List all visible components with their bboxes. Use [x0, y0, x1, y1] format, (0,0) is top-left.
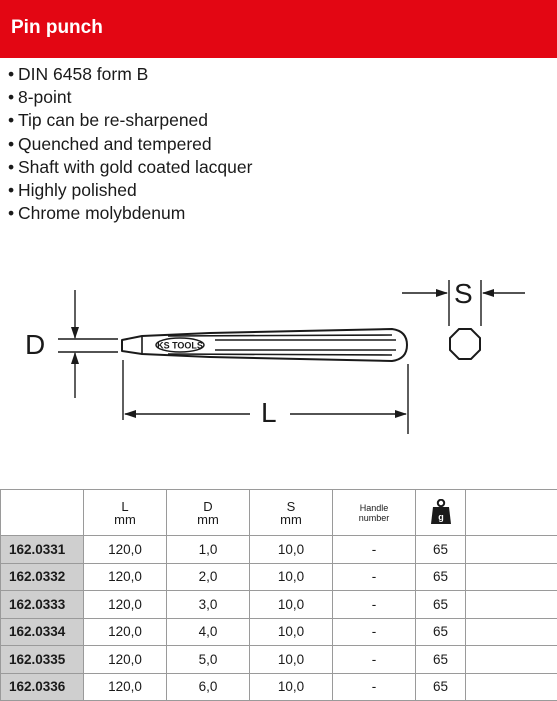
cell-weight: 65 [416, 563, 466, 591]
cell-l: 120,0 [84, 591, 167, 619]
cell-d: 3,0 [167, 591, 250, 619]
cell-d: 5,0 [167, 646, 250, 674]
cell-s: 10,0 [250, 673, 333, 701]
feature-text: Tip can be re-sharpened [18, 110, 209, 131]
article-number: 162.0331 [1, 536, 84, 564]
header-s-unit: mm [280, 511, 302, 527]
header-weight [416, 490, 466, 536]
cell-handle: - [333, 618, 416, 646]
cell-d: 2,0 [167, 563, 250, 591]
header-article [1, 490, 84, 536]
brand-logo [156, 338, 204, 352]
feature-text: Chrome molybdenum [18, 203, 186, 224]
header-blank [466, 490, 557, 536]
cell-blank [466, 536, 557, 564]
brand-text: KS TOOLS [157, 340, 203, 351]
cell-l: 120,0 [84, 563, 167, 591]
header-s [250, 490, 333, 536]
feature-text: Highly polished [18, 180, 137, 201]
cell-l: 120,0 [84, 646, 167, 674]
weight-icon [429, 499, 453, 525]
header-l-unit: mm [114, 511, 136, 527]
cell-l: 120,0 [84, 618, 167, 646]
feature-item [8, 109, 252, 132]
bullet: • [8, 87, 15, 108]
feature-item [8, 133, 252, 156]
header-l [84, 490, 167, 536]
cell-d: 4,0 [167, 618, 250, 646]
article-number: 162.0334 [1, 618, 84, 646]
table-header-row [1, 490, 557, 536]
cell-handle: - [333, 536, 416, 564]
feature-text: Shaft with gold coated lacquer [18, 156, 253, 177]
feature-item [8, 86, 252, 109]
cell-blank [466, 591, 557, 619]
article-number: 162.0333 [1, 591, 84, 619]
article-number: 162.0335 [1, 646, 84, 674]
header-handle-line2: number [358, 512, 390, 523]
d-dimension [58, 290, 118, 398]
table-row [1, 618, 557, 646]
page-title: Pin punch [11, 17, 103, 38]
bullet: • [8, 64, 15, 84]
header-d-symbol: D [203, 498, 213, 514]
cell-blank [466, 646, 557, 674]
cell-weight: 65 [416, 618, 466, 646]
feature-text: 8-point [18, 87, 72, 108]
feature-list [8, 63, 252, 225]
bullet: • [8, 180, 15, 201]
cell-s: 10,0 [250, 646, 333, 674]
cell-s: 10,0 [250, 618, 333, 646]
cell-blank [466, 673, 557, 701]
table-row [1, 591, 557, 619]
cell-d: 6,0 [167, 673, 250, 701]
header-handle [333, 490, 416, 536]
cell-handle: - [333, 563, 416, 591]
bullet: • [8, 110, 15, 131]
table-row [1, 673, 557, 701]
feature-item [8, 179, 252, 202]
table-row [1, 563, 557, 591]
feature-item [8, 202, 252, 225]
cell-weight: 65 [416, 646, 466, 674]
cell-blank [466, 563, 557, 591]
feature-item [8, 63, 252, 86]
table-row [1, 536, 557, 564]
header-l-symbol: L [121, 498, 129, 514]
cell-s: 10,0 [250, 563, 333, 591]
table-row [1, 646, 557, 674]
weight-icon-letter: g [437, 511, 444, 522]
cell-blank [466, 618, 557, 646]
bullet: • [8, 156, 15, 177]
cell-s: 10,0 [250, 591, 333, 619]
header-handle-line1: Handle [359, 502, 389, 513]
cell-handle: - [333, 673, 416, 701]
cell-weight: 65 [416, 536, 466, 564]
cell-weight: 65 [416, 591, 466, 619]
cell-d: 1,0 [167, 536, 250, 564]
dimension-l-label: L [261, 397, 277, 428]
feature-text: DIN 6458 form B [18, 64, 149, 84]
technical-drawing [0, 268, 557, 448]
octagon-profile [450, 329, 480, 359]
header-d-unit: mm [197, 511, 219, 527]
cell-handle: - [333, 591, 416, 619]
cell-handle: - [333, 646, 416, 674]
article-number: 162.0332 [1, 563, 84, 591]
cell-l: 120,0 [84, 536, 167, 564]
bullet: • [8, 133, 15, 154]
header-bar [0, 0, 557, 58]
feature-item [8, 156, 252, 179]
cell-weight: 65 [416, 673, 466, 701]
header-d [167, 490, 250, 536]
dimension-d-label: D [25, 329, 46, 360]
article-number: 162.0336 [1, 673, 84, 701]
cell-s: 10,0 [250, 536, 333, 564]
spec-table [0, 489, 557, 701]
header-s-symbol: S [286, 498, 296, 514]
dimension-s-label: S [454, 278, 473, 309]
cell-l: 120,0 [84, 673, 167, 701]
feature-text: Quenched and tempered [18, 133, 212, 154]
bullet: • [8, 203, 15, 224]
